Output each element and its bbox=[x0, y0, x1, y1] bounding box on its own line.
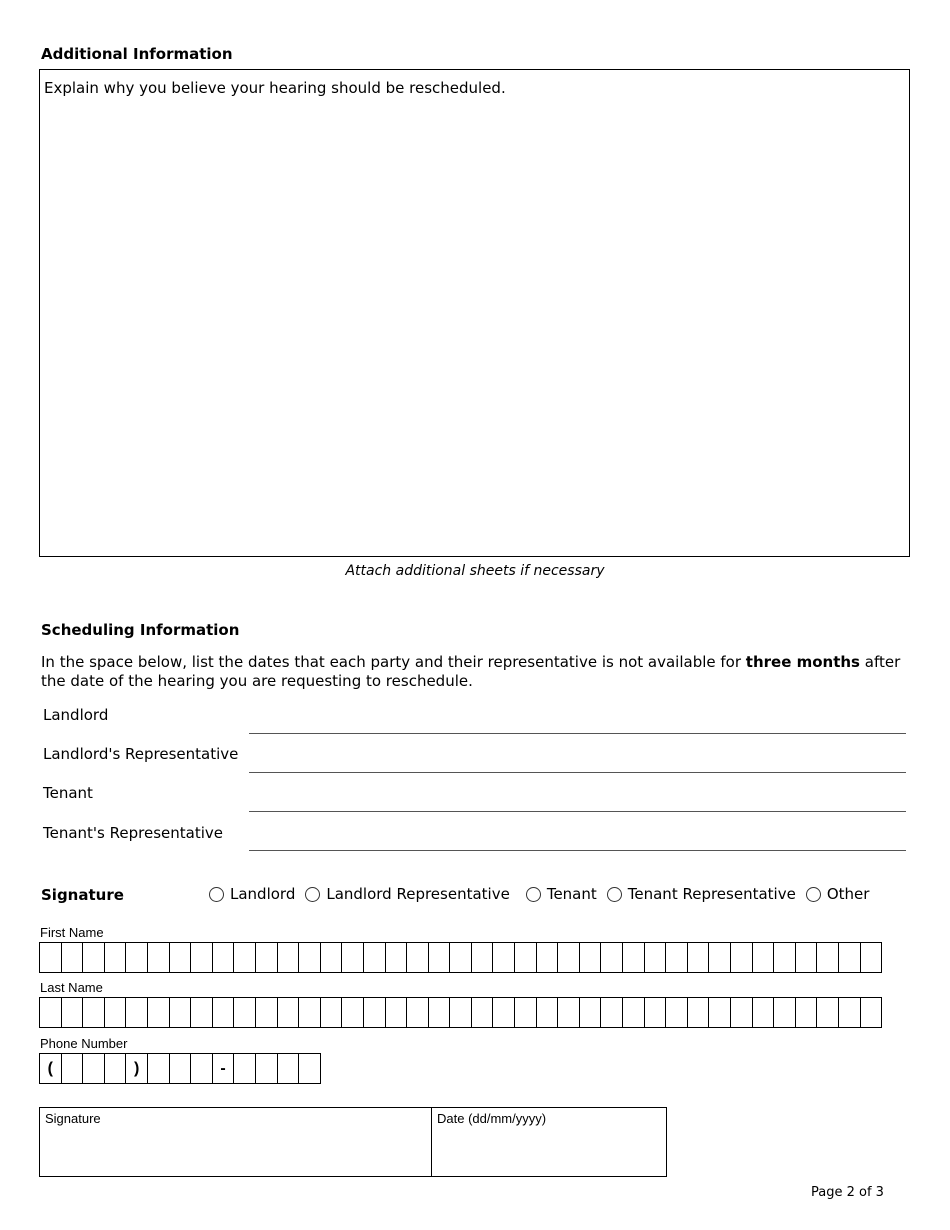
phone-cell[interactable] bbox=[190, 1053, 213, 1084]
name-char-cell[interactable] bbox=[752, 997, 775, 1028]
name-char-cell[interactable] bbox=[816, 997, 839, 1028]
name-char-cell[interactable] bbox=[61, 997, 84, 1028]
page-number: Page 2 of 3 bbox=[811, 1185, 884, 1200]
name-char-cell[interactable] bbox=[385, 942, 408, 973]
name-char-cell[interactable] bbox=[298, 997, 321, 1028]
name-char-cell[interactable] bbox=[147, 942, 170, 973]
radio-icon[interactable] bbox=[526, 887, 541, 902]
role-option-other[interactable] bbox=[806, 885, 870, 903]
name-char-cell[interactable] bbox=[816, 942, 839, 973]
role-label: Tenant Representative bbox=[627, 885, 796, 903]
name-char-cell[interactable] bbox=[773, 942, 796, 973]
name-char-cell[interactable] bbox=[190, 942, 213, 973]
name-char-cell[interactable] bbox=[190, 997, 213, 1028]
name-char-cell[interactable] bbox=[838, 997, 861, 1028]
name-char-cell[interactable] bbox=[363, 997, 386, 1028]
name-char-cell[interactable] bbox=[82, 942, 105, 973]
name-char-cell[interactable] bbox=[341, 942, 364, 973]
name-char-cell[interactable] bbox=[363, 942, 386, 973]
name-char-cell[interactable] bbox=[708, 942, 731, 973]
phone-cell[interactable] bbox=[82, 1053, 105, 1084]
name-char-cell[interactable] bbox=[169, 997, 192, 1028]
name-char-cell[interactable] bbox=[212, 942, 235, 973]
name-char-cell[interactable] bbox=[730, 942, 753, 973]
name-char-cell[interactable] bbox=[125, 997, 148, 1028]
name-char-cell[interactable] bbox=[514, 997, 537, 1028]
name-char-cell[interactable] bbox=[730, 997, 753, 1028]
name-char-cell[interactable] bbox=[773, 997, 796, 1028]
name-char-cell[interactable] bbox=[622, 942, 645, 973]
radio-icon[interactable] bbox=[806, 887, 821, 902]
name-char-cell[interactable] bbox=[687, 942, 710, 973]
phone-close-paren: ) bbox=[125, 1053, 148, 1084]
name-char-cell[interactable] bbox=[428, 997, 451, 1028]
role-option-tenant[interactable] bbox=[526, 885, 597, 903]
name-char-cell[interactable] bbox=[536, 997, 559, 1028]
name-char-cell[interactable] bbox=[277, 997, 300, 1028]
signature-box[interactable] bbox=[39, 1107, 432, 1177]
scheduling-info-heading: Scheduling Information bbox=[41, 621, 240, 639]
name-char-cell[interactable] bbox=[536, 942, 559, 973]
phone-boxes[interactable] bbox=[39, 1053, 321, 1084]
name-char-cell[interactable] bbox=[147, 997, 170, 1028]
party-label-tenant-rep: Tenant's Representative bbox=[43, 824, 223, 842]
signature-heading: Signature bbox=[41, 886, 124, 904]
phone-cell[interactable] bbox=[255, 1053, 278, 1084]
phone-cell[interactable] bbox=[147, 1053, 170, 1084]
name-char-cell[interactable] bbox=[61, 942, 84, 973]
party-label-landlord: Landlord bbox=[43, 706, 109, 724]
phone-cell[interactable] bbox=[61, 1053, 84, 1084]
role-option-landlord[interactable] bbox=[209, 885, 295, 903]
name-char-cell[interactable] bbox=[665, 942, 688, 973]
tenant-dates-field[interactable] bbox=[249, 811, 906, 812]
name-char-cell[interactable] bbox=[125, 942, 148, 973]
additional-info-heading: Additional Information bbox=[41, 45, 233, 63]
name-char-cell[interactable] bbox=[860, 997, 883, 1028]
landlord-dates-field[interactable] bbox=[249, 733, 906, 734]
party-label-tenant: Tenant bbox=[43, 784, 93, 802]
name-char-cell[interactable] bbox=[557, 997, 580, 1028]
role-option-tenant-rep[interactable] bbox=[607, 885, 796, 903]
name-char-cell[interactable] bbox=[39, 942, 62, 973]
role-option-landlord-rep[interactable] bbox=[305, 885, 509, 903]
name-char-cell[interactable] bbox=[795, 942, 818, 973]
name-char-cell[interactable] bbox=[838, 942, 861, 973]
name-char-cell[interactable] bbox=[665, 997, 688, 1028]
phone-cell[interactable] bbox=[277, 1053, 300, 1084]
first-name-boxes[interactable] bbox=[39, 942, 882, 973]
name-char-cell[interactable] bbox=[600, 942, 623, 973]
attach-sheets-note: Attach additional sheets if necessary bbox=[345, 563, 605, 579]
name-char-cell[interactable] bbox=[212, 997, 235, 1028]
signer-role-group bbox=[209, 885, 869, 903]
name-char-cell[interactable] bbox=[860, 942, 883, 973]
role-label: Other bbox=[826, 885, 870, 903]
radio-icon[interactable] bbox=[607, 887, 622, 902]
name-char-cell[interactable] bbox=[492, 942, 515, 973]
radio-icon[interactable] bbox=[209, 887, 224, 902]
phone-dash: - bbox=[212, 1053, 235, 1084]
name-char-cell[interactable] bbox=[644, 942, 667, 973]
intro-text-start: In the space below, list the dates that each party and their representative is not available for bbox=[41, 653, 746, 671]
landlord-rep-dates-field[interactable] bbox=[249, 772, 906, 773]
name-char-cell[interactable] bbox=[708, 997, 731, 1028]
intro-text-bold: three months bbox=[745, 653, 860, 671]
name-char-cell[interactable] bbox=[579, 942, 602, 973]
role-label: Tenant bbox=[546, 885, 597, 903]
name-char-cell[interactable] bbox=[644, 997, 667, 1028]
explanation-textarea[interactable] bbox=[39, 69, 910, 557]
intro-text-end: after the date of the hearing you are requesting to reschedule. bbox=[41, 653, 901, 690]
name-char-cell[interactable] bbox=[255, 942, 278, 973]
name-char-cell[interactable] bbox=[449, 997, 472, 1028]
name-char-cell[interactable] bbox=[557, 942, 580, 973]
name-char-cell[interactable] bbox=[104, 942, 127, 973]
name-char-cell[interactable] bbox=[471, 942, 494, 973]
party-label-landlord-rep: Landlord's Representative bbox=[43, 745, 239, 763]
name-char-cell[interactable] bbox=[406, 942, 429, 973]
role-label: Landlord bbox=[230, 885, 296, 903]
name-char-cell[interactable] bbox=[104, 997, 127, 1028]
radio-icon[interactable] bbox=[305, 887, 320, 902]
date-box[interactable] bbox=[431, 1107, 667, 1177]
name-char-cell[interactable] bbox=[492, 997, 515, 1028]
name-char-cell[interactable] bbox=[233, 942, 256, 973]
role-label: Landlord Representative bbox=[326, 885, 510, 903]
phone-open-paren: ( bbox=[39, 1053, 62, 1084]
name-char-cell[interactable] bbox=[320, 997, 343, 1028]
name-char-cell[interactable] bbox=[406, 997, 429, 1028]
name-char-cell[interactable] bbox=[385, 997, 408, 1028]
name-char-cell[interactable] bbox=[428, 942, 451, 973]
name-char-cell[interactable] bbox=[320, 942, 343, 973]
name-char-cell[interactable] bbox=[752, 942, 775, 973]
scheduling-intro bbox=[41, 653, 911, 691]
name-char-cell[interactable] bbox=[579, 997, 602, 1028]
name-char-cell[interactable] bbox=[341, 997, 364, 1028]
name-char-cell[interactable] bbox=[39, 997, 62, 1028]
name-char-cell[interactable] bbox=[82, 997, 105, 1028]
name-char-cell[interactable] bbox=[449, 942, 472, 973]
explanation-prompt: Explain why you believe your hearing should be rescheduled. bbox=[44, 79, 506, 97]
name-char-cell[interactable] bbox=[622, 997, 645, 1028]
name-char-cell[interactable] bbox=[169, 942, 192, 973]
name-char-cell[interactable] bbox=[298, 942, 321, 973]
phone-cell[interactable] bbox=[298, 1053, 321, 1084]
phone-cell[interactable] bbox=[233, 1053, 256, 1084]
phone-label: Phone Number bbox=[40, 1036, 128, 1051]
first-name-label: First Name bbox=[40, 925, 104, 940]
name-char-cell[interactable] bbox=[600, 997, 623, 1028]
phone-cell[interactable] bbox=[104, 1053, 127, 1084]
last-name-label: Last Name bbox=[40, 980, 103, 995]
name-char-cell[interactable] bbox=[795, 997, 818, 1028]
name-char-cell[interactable] bbox=[471, 997, 494, 1028]
name-char-cell[interactable] bbox=[277, 942, 300, 973]
date-box-label: Date (dd/mm/yyyy) bbox=[437, 1111, 547, 1126]
phone-cell[interactable] bbox=[169, 1053, 192, 1084]
name-char-cell[interactable] bbox=[233, 997, 256, 1028]
name-char-cell[interactable] bbox=[514, 942, 537, 973]
last-name-boxes[interactable] bbox=[39, 997, 882, 1028]
name-char-cell[interactable] bbox=[687, 997, 710, 1028]
signature-box-label: Signature bbox=[45, 1111, 101, 1126]
tenant-rep-dates-field[interactable] bbox=[249, 850, 906, 851]
name-char-cell[interactable] bbox=[255, 997, 278, 1028]
